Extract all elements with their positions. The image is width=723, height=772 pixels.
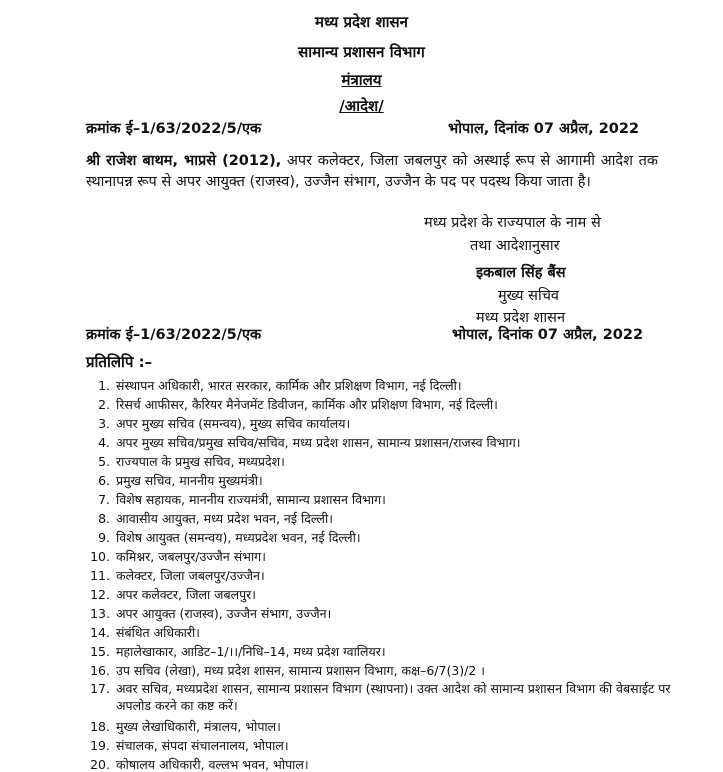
order-body-text: अपर कलेक्टर, जिला जबलपुर को अस्थाई रूप से आगामी आदेश तक स्थानापन्न रूप से अपर आयुक्त (राजस्व), उज्जैन संभाग, उज्जैन के पद पर पदस्थ किया जाता है। <box>86 153 658 190</box>
copy-to-item-number: 1. <box>98 378 110 393</box>
copy-to-item-text: संबंधित अधिकारी। <box>116 625 201 640</box>
copy-to-item-number: 13. <box>90 606 110 621</box>
copy-to-item <box>86 433 686 452</box>
copy-to-item <box>86 452 686 471</box>
copy-to-item-text: अपर आयुक्त (राजस्व), उज्जैन संभाग, उज्जैन। <box>116 606 332 621</box>
copy-to-item-text: कलेक्टर, जिला जबलपुर/उज्जैन। <box>116 568 265 583</box>
copy-to-item-text: संचालक, संपदा संचालनालय, भोपाल। <box>116 738 289 753</box>
copy-to-item-text: प्रमुख सचिव, माननीय मुख्यमंत्री। <box>116 473 263 488</box>
copy-to-item-number: 7. <box>98 492 110 507</box>
copy-to-item-number: 5. <box>98 454 110 469</box>
copy-to-item-number: 12. <box>90 587 110 602</box>
order-ref-number: क्रमांक ई–1/63/2022/5/एक <box>86 121 262 137</box>
copy-to-item-number: 8. <box>98 511 110 526</box>
copy-to-item <box>86 566 686 585</box>
copy-to-item-number: 17. <box>90 681 110 696</box>
govt-name: मध्य प्रदेश शासन <box>314 13 408 31</box>
copy-to-item-text: अपर मुख्य सचिव (समन्वय), मुख्य सचिव कार्यालय। <box>116 416 351 431</box>
copy-to-item-text: मुख्य लेखाधिकारी, मंत्रालय, भोपाल। <box>116 719 281 734</box>
copy-to-item-text: महालेखाकार, आडिट–1/।।/निधि–14, मध्य प्रदेश ग्वालियर। <box>116 644 386 659</box>
department-name: सामान्य प्रशासन विभाग <box>298 43 425 61</box>
signatory-name: इकबाल सिंह बैंस <box>476 265 566 281</box>
copy-to-item-text: कोषालय अधिकारी, वल्लभ भवन, भोपाल। <box>116 757 309 772</box>
copy-to-item-number: 3. <box>98 416 110 431</box>
copy-to-item-text: विशेष आयुक्त (समन्वय), मध्यप्रदेश भवन, नई दिल्ली। <box>116 530 361 545</box>
ministry-name: मंत्रालय <box>341 71 382 89</box>
copy-to-item <box>86 414 686 433</box>
copy-to-item-text: अवर सचिव, मध्यप्रदेश शासन, सामान्य प्रशासन विभाग (स्थापना)। उक्त आदेश को सामान्य प्रशासन विभाग की वेबसाईट पर अपलोड करने का कष्ट करें। <box>116 681 671 713</box>
copy-to-item-number: 10. <box>90 549 110 564</box>
signatory-office: मध्य प्रदेश शासन <box>476 310 566 326</box>
copy-to-item <box>86 395 686 414</box>
copy-to-item <box>86 509 686 528</box>
copy-to-item-text: उप सचिव (लेखा), मध्य प्रदेश शासन, सामान्य प्रशासन विभाग, कक्ष–6/7(3)/2 । <box>116 663 486 678</box>
copy-to-item <box>86 604 686 623</box>
order-heading: /आदेश/ <box>339 97 384 115</box>
copy-to-item <box>86 585 686 604</box>
copy-to-item <box>86 680 676 714</box>
copy-to-item-text: अपर कलेक्टर, जिला जबलपुर। <box>116 587 257 602</box>
copy-to-list <box>86 376 686 772</box>
signature-authority-line: मध्य प्रदेश के राज्यपाल के नाम से <box>424 215 601 231</box>
order-place-date: भोपाल, दिनांक 07 अप्रैल, 2022 <box>448 121 640 137</box>
copy-to-item-number: 18. <box>90 719 110 734</box>
copy-to-item <box>86 642 686 661</box>
copy-to-item-number: 6. <box>98 473 110 488</box>
copy-to-item <box>86 490 686 509</box>
signatory-designation: मुख्य सचिव <box>498 288 559 304</box>
copy-to-item-number: 4. <box>98 435 110 450</box>
copy-to-item-number: 11. <box>90 568 110 583</box>
copy-to-item-number: 9. <box>98 530 110 545</box>
copy-to-item <box>86 717 686 736</box>
copy-to-item-number: 15. <box>90 644 110 659</box>
copy-to-item <box>86 376 686 395</box>
copy-to-item-text: रिसर्च आफीसर, कैरियर मैनेजमेंट डिवीजन, कार्मिक और प्रशिक्षण विभाग, नई दिल्ली। <box>116 397 498 412</box>
copy-to-heading: प्रतिलिपि :– <box>86 353 153 371</box>
copy-to-item-text: संस्थापन अधिकारी, भारत सरकार, कार्मिक और प्रशिक्षण विभाग, नई दिल्ली। <box>116 378 462 393</box>
copy-to-item <box>86 755 686 772</box>
copy-ref-number: क्रमांक ई–1/63/2022/5/एक <box>86 327 262 343</box>
copy-to-item-number: 16. <box>90 663 110 678</box>
copy-to-item <box>86 471 686 490</box>
order-body <box>86 151 658 193</box>
officer-name: श्री राजेश बाथम, भाप्रसे (2012), <box>86 153 282 169</box>
signature-order-line: तथा आदेशानुसार <box>470 238 560 254</box>
copy-to-item-text: राज्यपाल के प्रमुख सचिव, मध्यप्रदेश। <box>116 454 285 469</box>
copy-to-item <box>86 661 686 680</box>
copy-to-item-number: 2. <box>98 397 110 412</box>
copy-to-item-text: कमिश्नर, जबलपुर/उज्जैन संभाग। <box>116 549 266 564</box>
copy-to-item-number: 14. <box>90 625 110 640</box>
copy-to-item-number: 20. <box>90 757 110 772</box>
copy-to-item-text: विशेष सहायक, माननीय राज्यमंत्री, सामान्य प्रशासन विभाग। <box>116 492 386 507</box>
copy-to-item <box>86 623 686 642</box>
copy-to-item-text: अपर मुख्य सचिव/प्रमुख सचिव/सचिव, मध्य प्रदेश शासन, सामान्य प्रशासन/राजस्व विभाग। <box>116 435 521 450</box>
copy-to-item-number: 19. <box>90 738 110 753</box>
copy-to-item <box>86 736 686 755</box>
copy-to-item <box>86 547 686 566</box>
copy-to-item-text: आवासीय आयुक्त, मध्य प्रदेश भवन, नई दिल्ली। <box>116 511 333 526</box>
copy-place-date: भोपाल, दिनांक 07 अप्रैल, 2022 <box>452 327 644 343</box>
copy-to-item <box>86 528 686 547</box>
